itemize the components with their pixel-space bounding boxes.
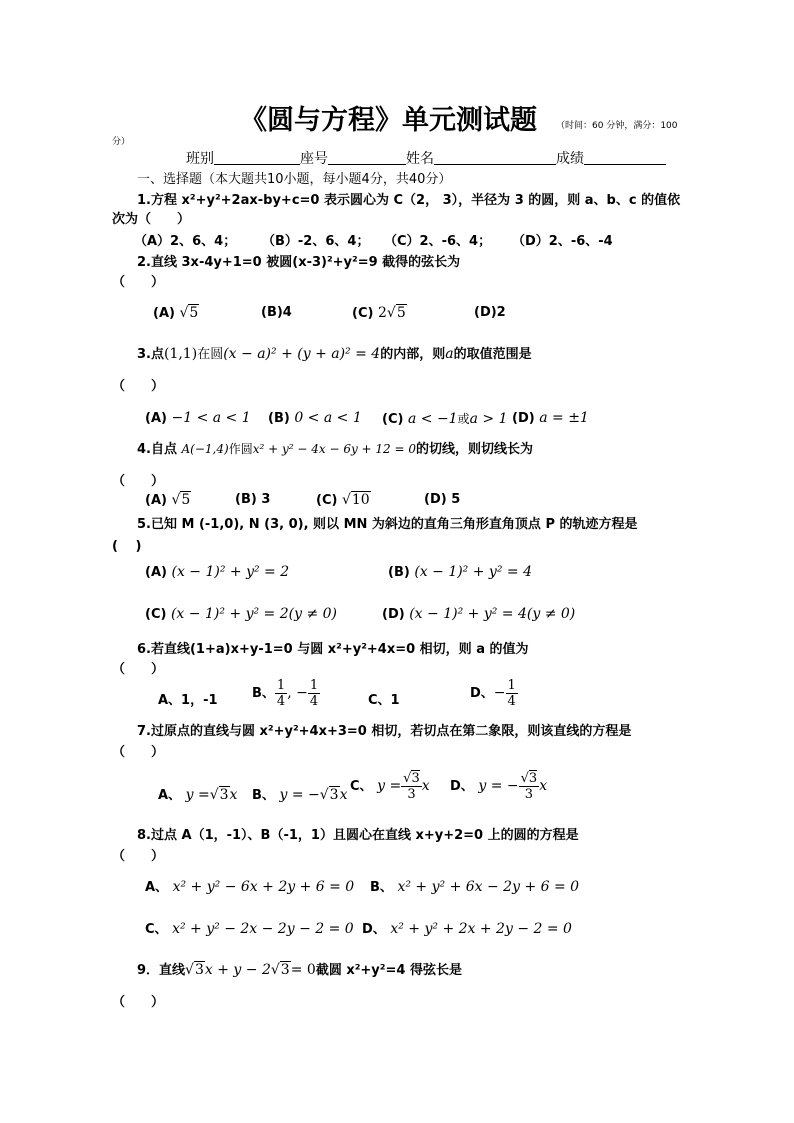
q3-option-b[interactable]: (B) 0 < a < 1	[268, 410, 362, 426]
q5-stem: 5.已知 M (-1,0), N (3, 0), 则以 MN 为斜边的直角三角形直角顶点 P 的轨迹方程是	[137, 517, 638, 532]
class-blank[interactable]	[214, 150, 300, 165]
name-blank[interactable]	[434, 150, 556, 165]
page-title: 《圆与方程》单元测试题	[240, 105, 537, 136]
q7-option-c[interactable]: C、 y = $\frac{√3}{3}$ x	[350, 771, 430, 802]
q2-stem: 2.直线 3x-4y+1=0 被圆(x-3)²+y²=9 截得的弦长为	[137, 255, 461, 270]
q6-option-a[interactable]: A、1，-1	[158, 693, 218, 708]
section-heading	[137, 168, 451, 187]
q1-option-d[interactable]: （D）2、-6、-4	[512, 234, 613, 249]
class-label: 班别	[186, 151, 214, 167]
q6-stem: 6.若直线(1+a)x+y-1=0 与圆 x²+y²+4x=0 相切，则 a 的值为	[137, 642, 529, 657]
q7-blank[interactable]: （ ）	[112, 745, 165, 760]
q2-option-a[interactable]: (A) √5	[153, 305, 199, 321]
q7-option-d[interactable]: D、 y = − $\frac{√3}{3}$ x	[450, 771, 548, 802]
q2-option-c[interactable]: (C) 2√5	[352, 305, 406, 321]
q8-option-a[interactable]: A、 x² + y² − 6x + 2y + 6 = 0	[145, 879, 355, 895]
q4-option-c[interactable]: (C) √10	[316, 492, 370, 508]
q6-option-c[interactable]: C、1	[368, 693, 400, 708]
seat-blank[interactable]	[328, 150, 406, 165]
q8-option-c[interactable]: C、 x² + y² − 2x − 2y − 2 = 0	[145, 921, 354, 937]
q5-option-c[interactable]: (C) (x − 1)² + y² = 2(y ≠ 0)	[145, 606, 337, 622]
title-note-cont: 分）	[112, 137, 131, 147]
q3-blank[interactable]: （ ）	[112, 379, 165, 394]
q4-option-d[interactable]: (D) 5	[424, 492, 461, 507]
seat-label: 座号	[300, 151, 328, 167]
score-label: 成绩	[556, 151, 584, 167]
q5-blank[interactable]: ( )	[112, 539, 142, 554]
q1-option-b[interactable]: （B）-2、6、4；	[262, 234, 370, 249]
q2-option-b[interactable]: (B)4	[261, 305, 292, 320]
q4-option-b[interactable]: (B) 3	[235, 492, 271, 507]
q8-option-d[interactable]: D、 x² + y² + 2x + 2y − 2 = 0	[362, 921, 572, 937]
q8-stem: 8.过点 A（1，-1）、B（-1，1）且圆心在直线 x+y+2=0 上的圆的方程是	[137, 828, 579, 843]
q1-option-a[interactable]: （A）2、6、4；	[134, 234, 237, 249]
q3-option-c[interactable]: (C) a < −1或a > 1	[382, 411, 508, 427]
section-desc: （本大题共10小题，每小题4分，共40分）	[202, 172, 452, 187]
q3-stem: 3.点(1,1)在圆(x − a)² + (y + a)² = 4的内部，则a的取值范围是	[137, 346, 532, 362]
q1-stem: 1.方程 x²+y²+2ax-by+c=0 表示圆心为 C（2， 3），半径为 3 的圆，则 a、b、c 的值依	[137, 193, 681, 208]
q8-option-b[interactable]: B、 x² + y² + 6x − 2y + 6 = 0	[370, 879, 580, 895]
name-label: 姓名	[406, 151, 434, 167]
q1-option-c[interactable]: （C）2、-6、4；	[384, 234, 492, 249]
q5-option-a[interactable]: (A) (x − 1)² + y² = 2	[145, 564, 290, 580]
q6-option-d[interactable]: D、− $\frac{1}{4}$	[470, 678, 516, 709]
q7-option-b[interactable]: B、 y = −√3x	[252, 787, 348, 803]
q2-option-d[interactable]: (D)2	[474, 305, 506, 320]
score-blank[interactable]	[584, 150, 666, 165]
q4-stem: 4.自点 A(−1,4)作圆x² + y² − 4x − 6y + 12 = 0的切线，则切线长为	[137, 442, 534, 457]
q7-stem: 7.过原点的直线与圆 x²+y²+4x+3=0 相切，若切点在第二象限，则该直线的方程是	[137, 724, 632, 739]
q5-option-d[interactable]: (D) (x − 1)² + y² = 4(y ≠ 0)	[382, 606, 576, 622]
q9-stem: 9．直线√3x + y − 2√3= 0截圆 x²+y²=4 得弦长是	[137, 962, 462, 978]
q7-option-a[interactable]: A、 y =√3x	[158, 787, 238, 803]
section-title: 一、选择题	[137, 172, 203, 187]
q3-option-d[interactable]: (D) a = ±1	[512, 410, 589, 426]
q5-option-b[interactable]: (B) (x − 1)² + y² = 4	[388, 564, 532, 580]
q8-blank[interactable]: （ ）	[112, 849, 165, 864]
q2-blank[interactable]: （ ）	[112, 275, 165, 290]
q4-option-a[interactable]: (A) √5	[145, 492, 191, 508]
header-fields	[186, 148, 666, 168]
q1-stem-cont: 次为（ ）	[112, 212, 191, 227]
q3-option-a[interactable]: (A) −1 < a < 1	[145, 410, 251, 426]
title-note: （时间：60 分钟，满分：100	[556, 121, 678, 131]
q4-blank[interactable]: （ ）	[112, 474, 165, 489]
q9-blank[interactable]: （ ）	[112, 995, 165, 1010]
q6-blank[interactable]: （ ）	[112, 662, 165, 677]
q6-option-b[interactable]: B、 $\frac{1}{4}$ , − $\frac{1}{4}$	[252, 678, 319, 709]
